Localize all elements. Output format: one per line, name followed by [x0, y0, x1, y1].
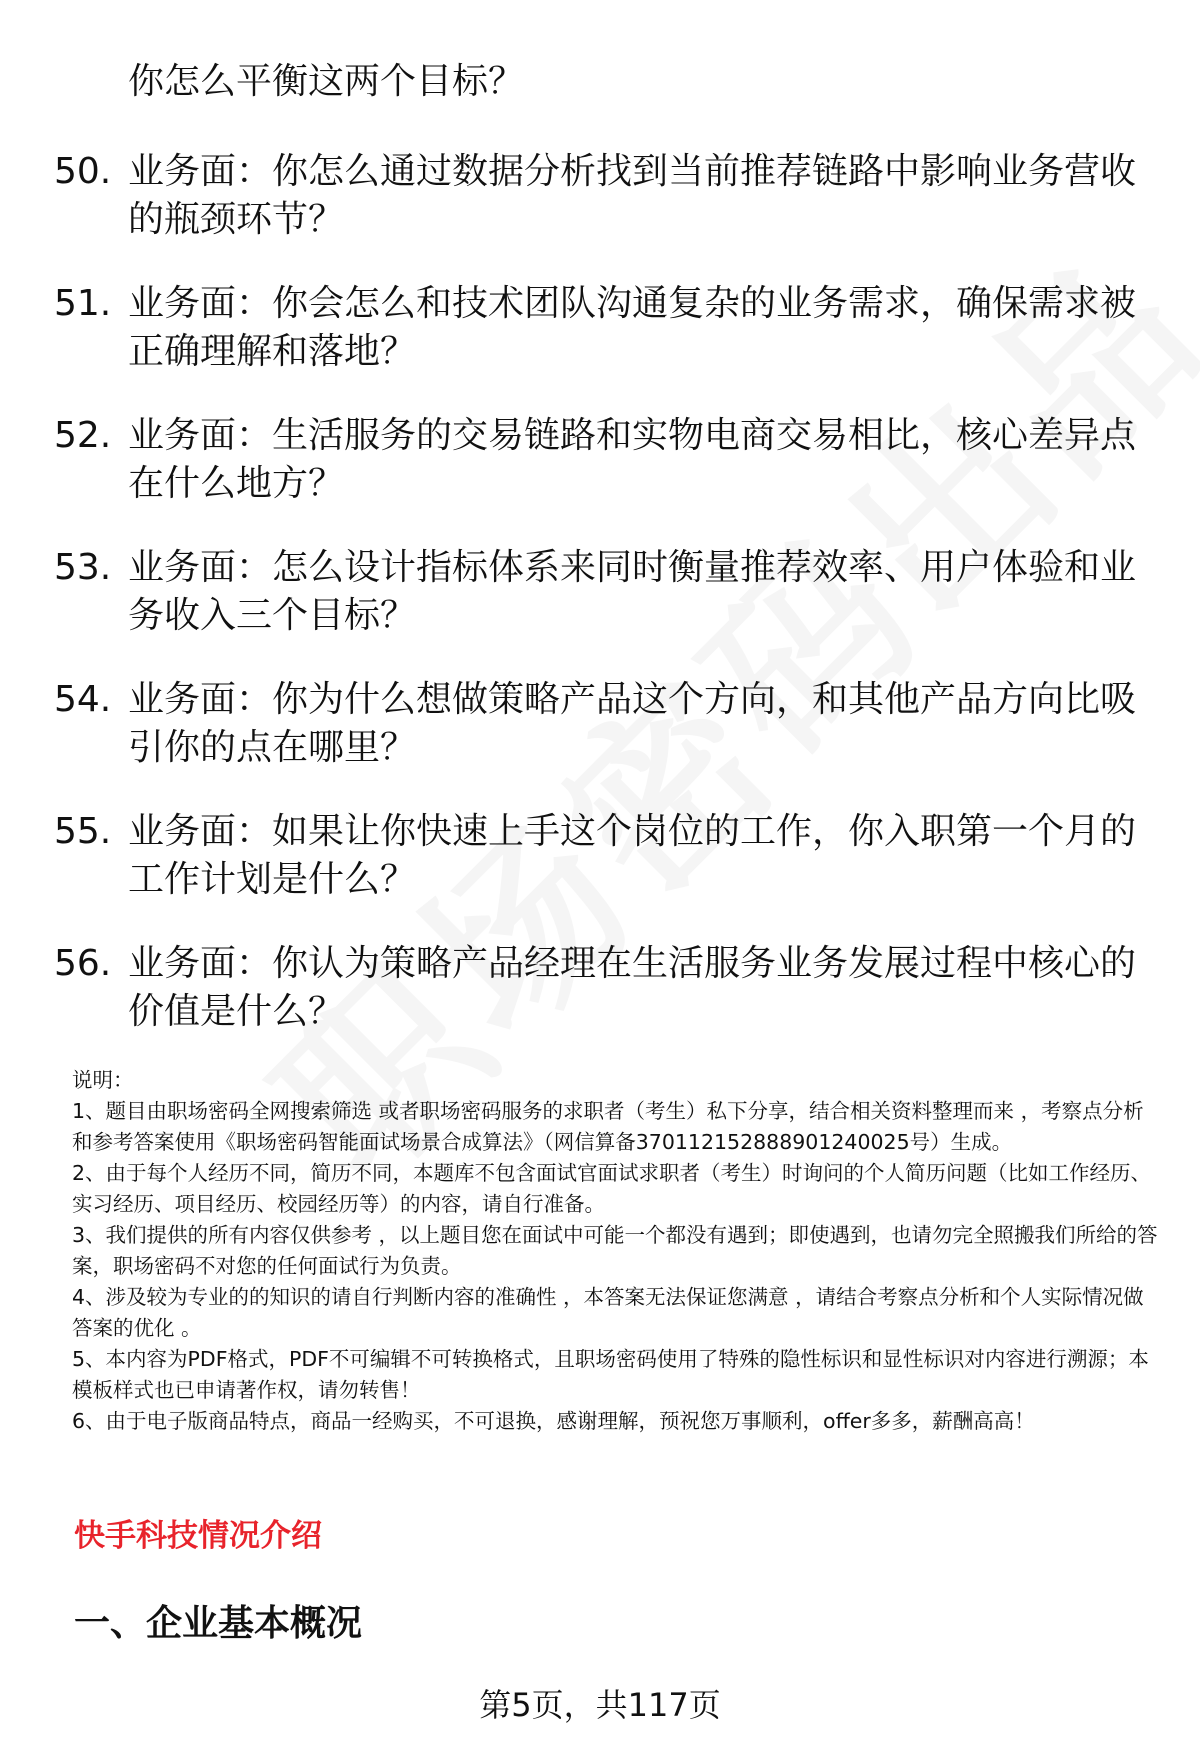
company-intro-title: 快手科技情况介绍 [74, 1518, 322, 1554]
question-text: 业务面：你会怎么和技术团队沟通复杂的业务需求，确保需求被正确理解和落地？ [128, 283, 1137, 372]
question-item-56 [54, 940, 1164, 1036]
question-text: 业务面：你为什么想做策略产品这个方向，和其他产品方向比吸引你的点在哪里？ [128, 679, 1137, 768]
note-item: 4、涉及较为专业的的知识的请自行判断内容的准确性 ，本答案无法保证您满意 ，请结合考察点分析和个人实际情况做答案的优化 。 [72, 1285, 1144, 1340]
question-item-54 [54, 676, 1164, 772]
question-item-51 [54, 280, 1164, 376]
question-number: 52. [54, 415, 112, 456]
question-text: 业务面：生活服务的交易链路和实物电商交易相比，核心差异点在什么地方？ [128, 415, 1137, 504]
note-item: 6、由于电子版商品特点，商品一经购买，不可退换，感谢理解，预祝您万事顺利，offer多多，薪酬高高！ [72, 1409, 1035, 1433]
question-item-52 [54, 412, 1164, 508]
note-item: 3、我们提供的所有内容仅供参考 ，以上题目您在面试中可能一个都没有遇到；即使遇到，也请勿完全照搬我们所给的答案，职场密码不对您的任何面试行为负责。 [72, 1223, 1158, 1278]
question-number: 53. [54, 547, 112, 588]
question-list [54, 58, 1164, 1072]
question-item-50 [54, 148, 1164, 244]
question-text: 业务面：你认为策略产品经理在生活服务业务发展过程中核心的价值是什么？ [128, 943, 1137, 1032]
question-item-53 [54, 544, 1164, 640]
section-heading: 一、企业基本概况 [74, 1603, 363, 1644]
notes-section [72, 1065, 1162, 1437]
notes-heading: 说明： [72, 1068, 134, 1092]
note-item: 1、题目由职场密码全网搜索筛选 或者职场密码服务的求职者（考生）私下分享，结合相关资料整理而来 ，考察点分析和参考答案使用《职场密码智能面试场景合成算法》（网信算备370112152888901240025号）生成。 [72, 1099, 1144, 1154]
question-number: 51. [54, 283, 112, 324]
question-number: 56. [54, 943, 112, 984]
question-number: 50. [54, 151, 112, 192]
note-item: 5、本内容为PDF格式，PDF不可编辑不可转换格式，且职场密码使用了特殊的隐性标识和显性标识对内容进行溯源；本模板样式也已申请著作权，请勿转售！ [72, 1347, 1149, 1402]
question-text: 业务面：怎么设计指标体系来同时衡量推荐效率、用户体验和业务收入三个目标？ [128, 547, 1137, 636]
question-number: 54. [54, 679, 112, 720]
question-continuation: 你怎么平衡这两个目标？ [128, 61, 525, 102]
question-text: 业务面：如果让你快速上手这个岗位的工作，你入职第一个月的工作计划是什么？ [128, 811, 1137, 900]
question-text: 业务面：你怎么通过数据分析找到当前推荐链路中影响业务营收的瓶颈环节？ [128, 151, 1137, 240]
note-item: 2、由于每个人经历不同，简历不同，本题库不包含面试官面试求职者（考生）时询问的个人简历问题（比如工作经历、实习经历、项目经历、校园经历等）的内容，请自行准备。 [72, 1161, 1152, 1216]
question-number: 55. [54, 811, 112, 852]
question-item-55 [54, 808, 1164, 904]
page-number: 第5页，共117页 [479, 1686, 721, 1724]
